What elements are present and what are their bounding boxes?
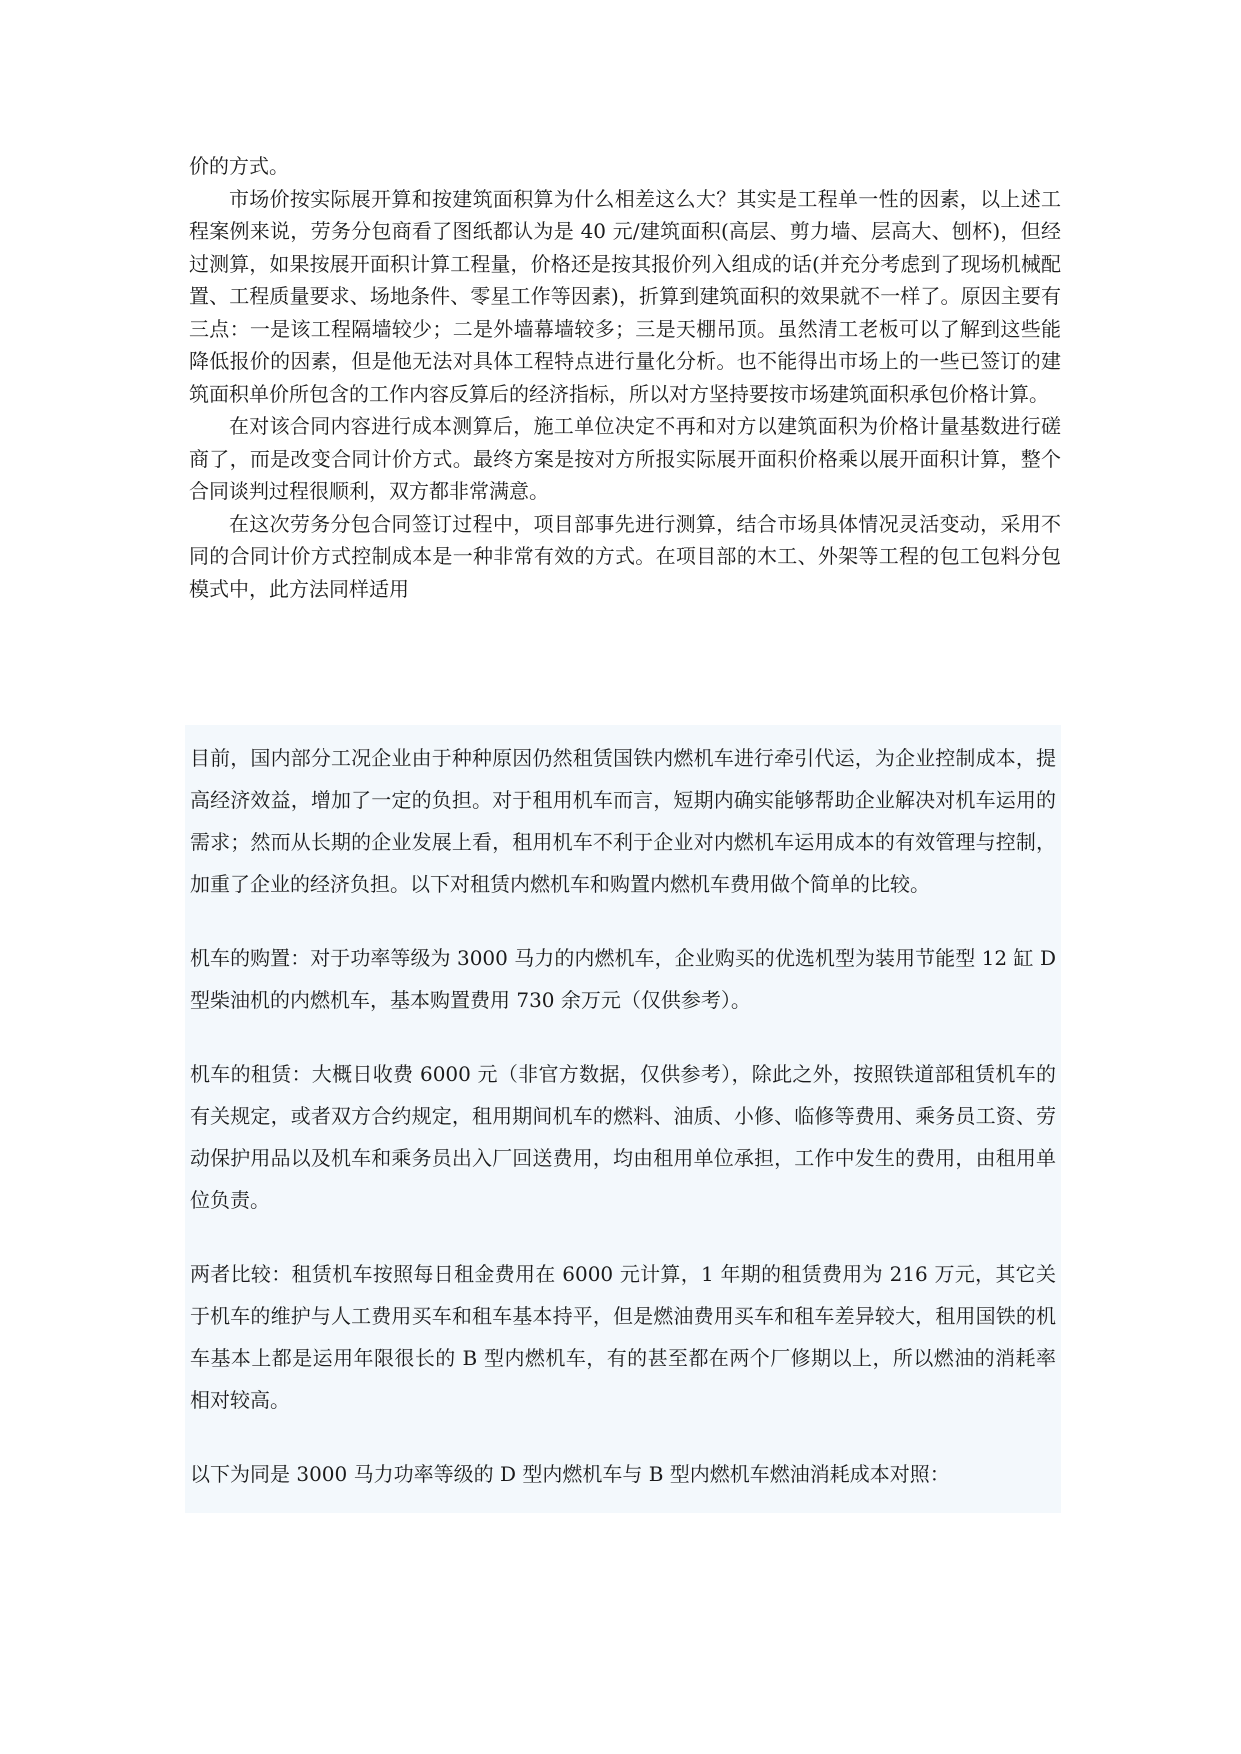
paragraph-continuation: 价的方式。 [189,154,289,178]
paragraph-fuel-intro: 以下为同是 3000 马力功率等级的 D 型内燃机车与 B 型内燃机车燃油消耗成本对照： [190,1462,950,1486]
article-section-top [189,150,1061,605]
paragraph-purchase: 机车的购置：对于功率等级为 3000 马力的内燃机车，企业购买的优选机型为装用节能型 12 缸 D 型柴油机的内燃机车，基本购置费用 730 余万元（仅供参考）。 [190,946,1056,1012]
paragraph-comparison: 两者比较：租赁机车按照每日租金费用在 6000 元计算，1 年期的租赁费用为 216 万元，其它关于机车的维护与人工费用买车和租车基本持平，但是燃油费用买车和租车差异较大，租用国铁的机车基本上都是运用年限很长的 B 型内燃机车，有的甚至都在两个厂修期以上，所以燃油的消耗率相对较高。 [190,1262,1056,1412]
article-section-locomotive [185,725,1061,1513]
paragraph-intro: 目前，国内部分工况企业由于种种原因仍然租赁国铁内燃机车进行牵引代运，为企业控制成本，提高经济效益，增加了一定的负担。对于租用机车而言，短期内确实能够帮助企业解决对机车运用的需求；然而从长期的企业发展上看，租用机车不利于企业对内燃机车运用成本的有效管理与控制，加重了企业的经济负担。以下对租赁内燃机车和购置内燃机车费用做个简单的比较。 [190,746,1056,896]
paragraph-cost-estimation: 在对该合同内容进行成本测算后，施工单位决定不再和对方以建筑面积为价格计量基数进行磋商了，而是改变合同计价方式。最终方案是按对方所报实际展开面积价格乘以展开面积计算，整个合同谈判过程很顺利，双方都非常满意。 [189,414,1061,503]
paragraph-lease: 机车的租赁：大概日收费 6000 元（非官方数据，仅供参考），除此之外，按照铁道部租赁机车的有关规定，或者双方合约规定，租用期间机车的燃料、油质、小修、临修等费用、乘务员工资、劳动保护用品以及机车和乘务员出入厂回送费用，均由租用单位承担，工作中发生的费用，由租用单位负责。 [190,1062,1056,1212]
paragraph-conclusion: 在这次劳务分包合同签订过程中，项目部事先进行测算，结合市场具体情况灵活变动，采用不同的合同计价方式控制成本是一种非常有效的方式。在项目部的木工、外架等工程的包工包料分包模式中，此方法同样适用 [189,511,1061,601]
paragraph-market-price: 市场价按实际展开算和按建筑面积算为什么相差这么大？其实是工程单一性的因素，以上述工程案例来说，劳务分包商看了图纸都认为是 40 元/建筑面积(高层、剪力墙、层高大、刨杯)，但经过测算，如果按展开面积计算工程量，价格还是按其报价列入组成的话(并充分考虑到了现场机械配置、工程质量要求、场地条件、零星工作等因素)，折算到建筑面积的效果就不一样了。原因主要有三点：一是该工程隔墙较少；二是外墙幕墙较多；三是天棚吊顶。虽然清工老板可以了解到这些能降低报价的因素，但是他无法对具体工程特点进行量化分析。也不能得出市场上的一些已签订的建筑面积单价所包含的工作内容反算后的经济指标，所以对方坚持要按市场建筑面积承包价格计算。 [189,186,1061,406]
